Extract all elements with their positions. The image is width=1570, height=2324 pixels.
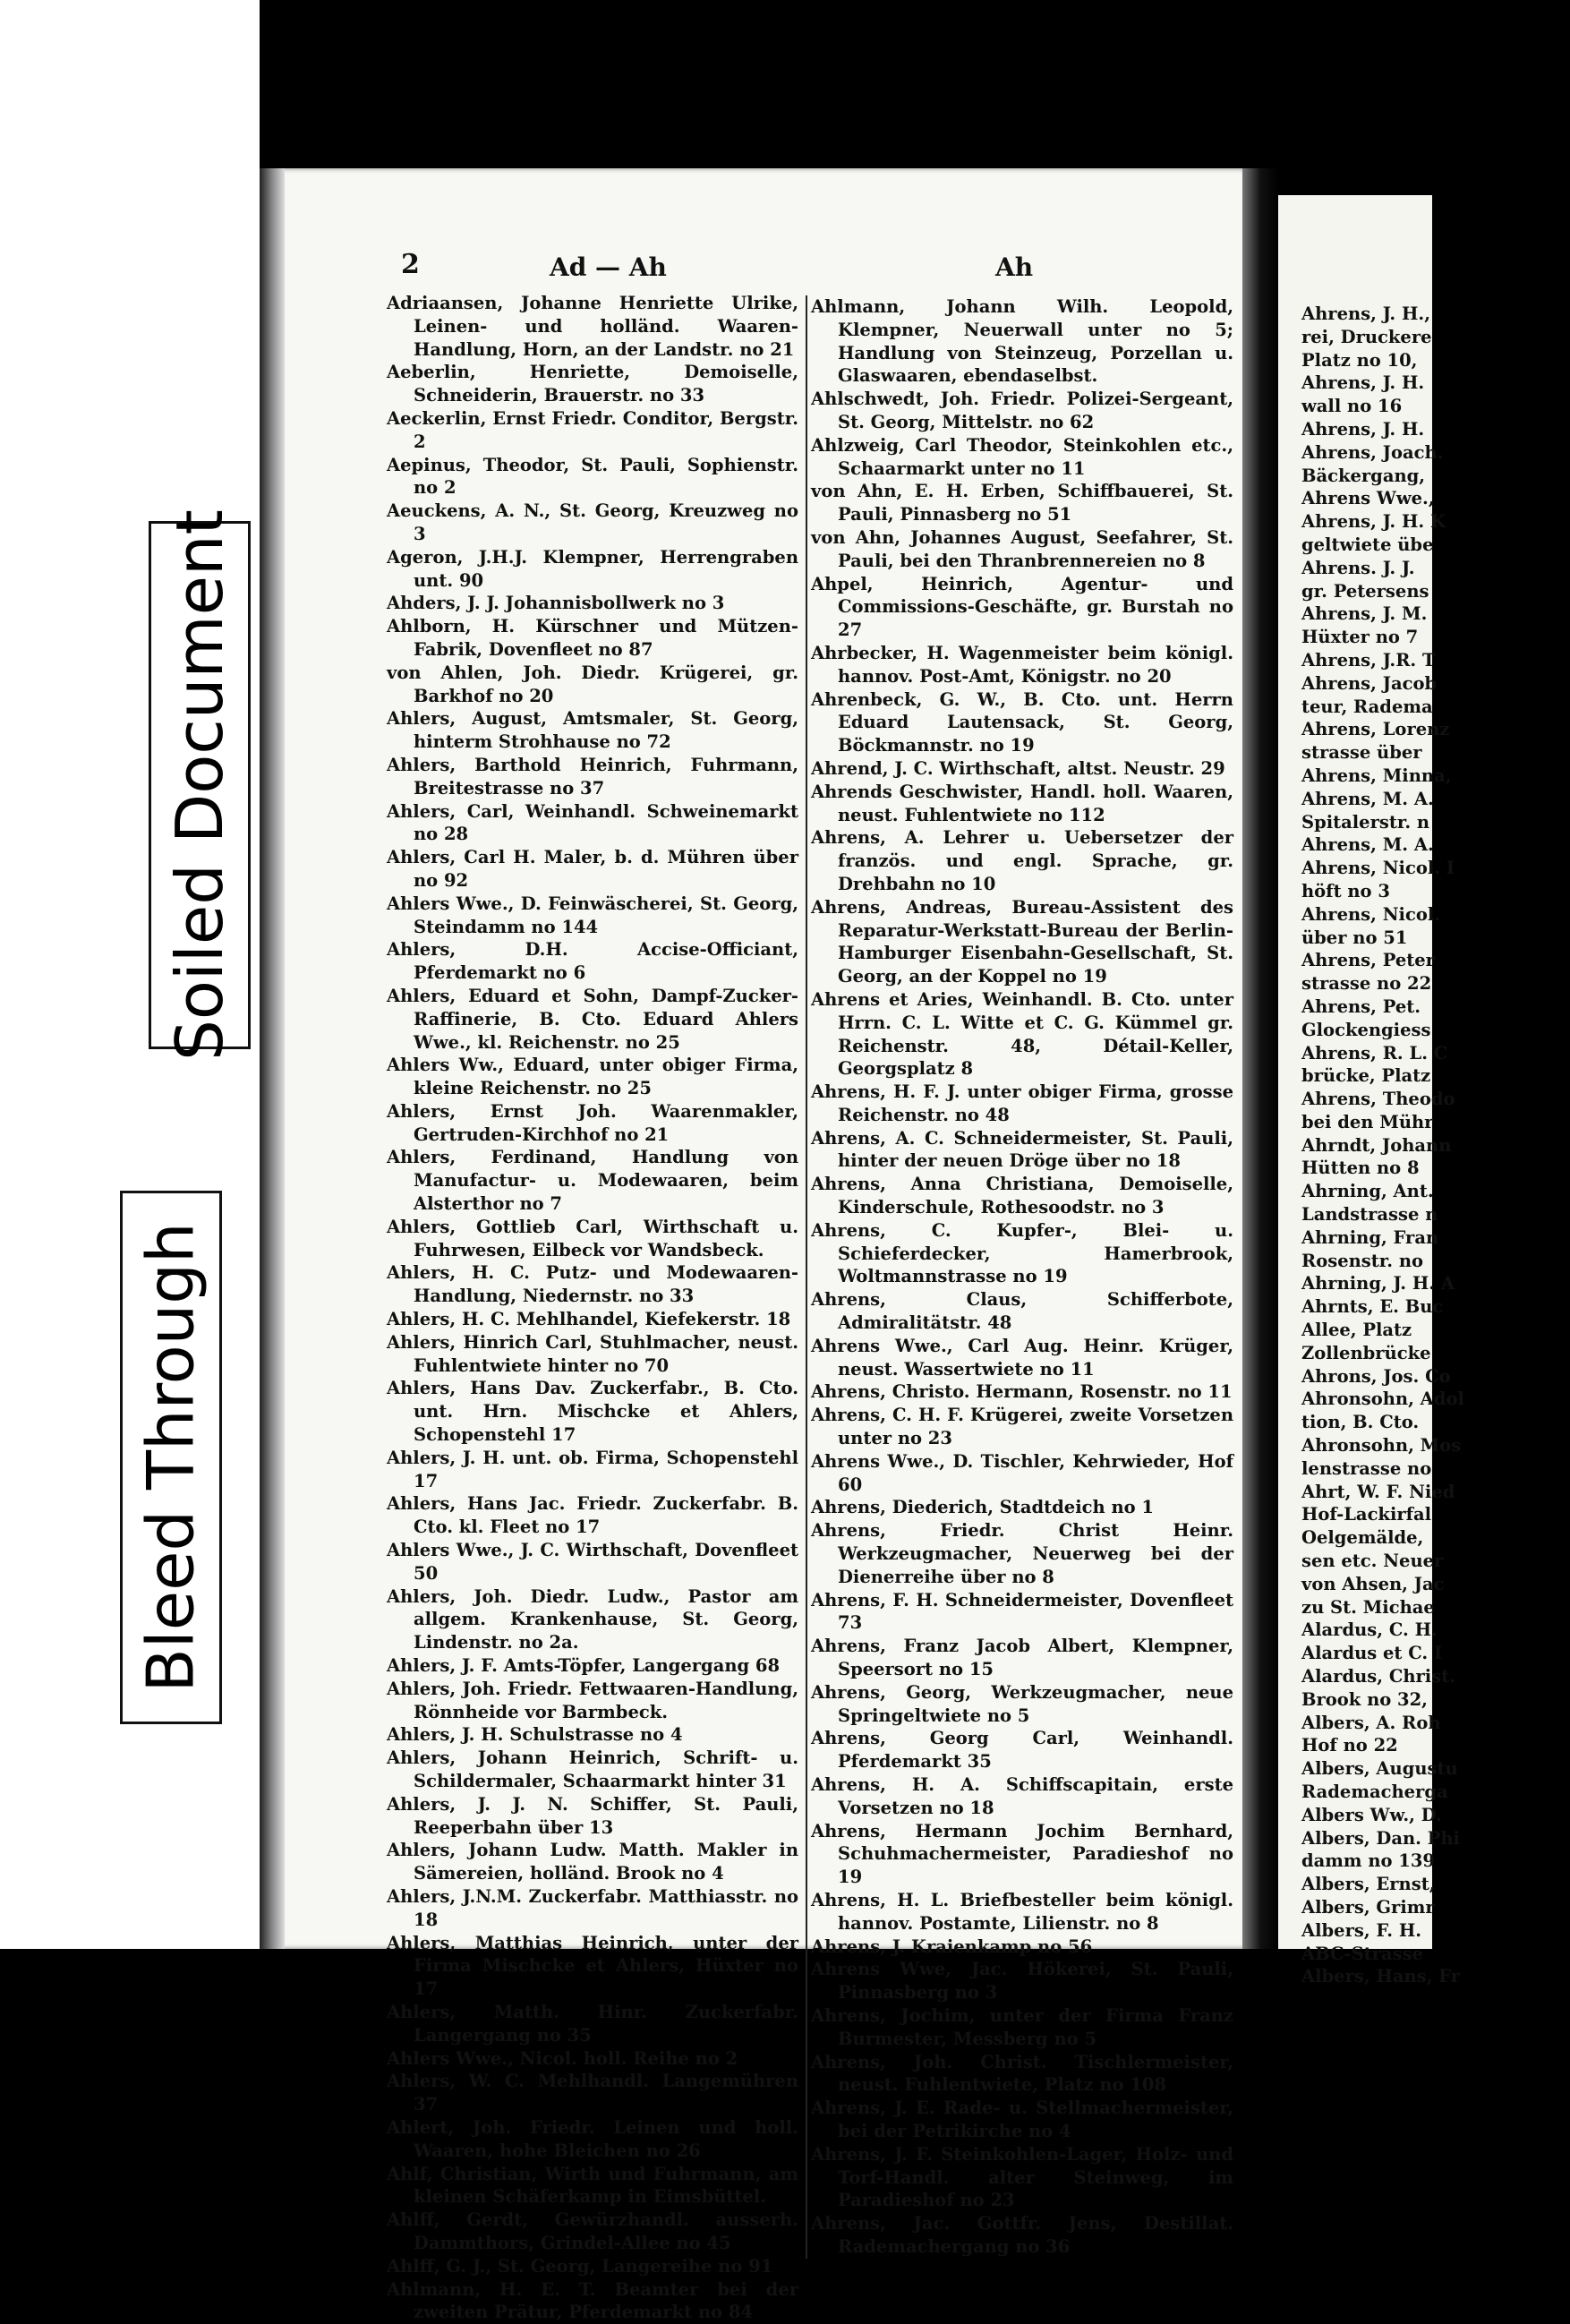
directory-entry: Ahrens, J.R. T [1301,649,1436,671]
directory-entry: Ahrens, Joach. [1301,441,1444,463]
directory-entry: Ahrens, Claus, Schifferbote, Admiralitätstr. 48 [811,1289,1233,1334]
directory-entry: Ahronsohn, Mos [1301,1435,1462,1457]
directory-entry: Platz no 10, [1301,349,1418,371]
directory-entry: wall no 16 [1301,396,1403,417]
directory-entry: Ahrenbeck, G. W., B. Cto. unt. Herrn Eduard Lautensack, St. Georg, Böckmannstr. no 19 [811,688,1233,756]
directory-entry: Ahrens, Hermann Jochim Bernhard, Schuhmachermeister, Paradieshof no 19 [811,1820,1233,1888]
directory-entry: Albers, A. Roh [1301,1712,1441,1733]
directory-entry: strasse no 22 [1301,973,1432,995]
directory-entry: Ahlmann, H. E. T. Beamter bei der zweiten Prätur, Pferdemarkt no 84 [387,2278,798,2323]
directory-entry: von Ahn, Johannes August, Seefahrer, St. Pauli, bei den Thranbrennereien no 8 [811,526,1233,571]
directory-entry: Adriaansen, Johanne Henriette Ulrike, Leinen- und holländ. Waaren-Handlung, Horn, an der Landstr. no 21 [387,293,798,360]
directory-entry: Ahpel, Heinrich, Agentur- und Commissions-Geschäfte, gr. Burstah no 27 [811,573,1233,641]
directory-entry: Ahrens Wwe., D. Tischler, Kehrwieder, Hof 60 [811,1450,1233,1495]
directory-entry: Allee, Platz [1301,1320,1412,1341]
directory-entry: Ahrens, Minna, [1301,765,1452,786]
book-spine [260,168,285,1949]
directory-entry: Aeberlin, Henriette, Demoiselle, Schneiderin, Brauerstr. no 33 [387,362,798,406]
directory-entry: sen etc. Neuer [1301,1551,1444,1572]
directory-entry: Ahlert, Joh. Friedr. Leinen und holl. Waaren, hohe Bleichen no 26 [387,2116,798,2161]
directory-entry: Ahrens, A. C. Schneidermeister, St. Pauli, hinter der neuen Dröge über no 18 [811,1127,1233,1172]
directory-entry: Ahrndt, Johann [1301,1134,1452,1156]
directory-entry: Ahrens, Jacob [1301,672,1438,694]
directory-entry: Ahrens, J. E. Rade- u. Stellmachermeister, bei der Petrikirche no 4 [811,2098,1233,2141]
directory-entry: Ahlers, W. C. Mehlhandl. Langemühren 37 [387,2071,798,2115]
directory-entry: Ahrens, J. Kraienkamp no 56 [811,1935,1093,1957]
directory-entry: Ahlers, Matth. Hinr. Zuckerfabr. Langergang no 35 [387,2001,798,2046]
directory-entry: Ahlers, Ferdinand, Handlung von Manufactur- u. Modewaaren, beim Alsterthor no 7 [387,1147,798,1215]
page-gutter [1242,168,1278,1949]
directory-entry: Glockengiess [1301,1019,1431,1040]
directory-entry: Aeckerlin, Ernst Friedr. Conditor, Bergstr. 2 [387,407,798,452]
directory-entry: strasse über [1301,742,1422,764]
directory-entry: Bäckergang, [1301,465,1426,486]
directory-entry: Ahrning, Fran [1301,1226,1439,1248]
directory-entry: Ahrens, J. H. [1301,418,1425,440]
directory-entry: Ahlers, Joh. Diedr. Ludw., Pastor am allgem. Krankenhause, St. Georg, Lindenstr. no 2a. [387,1585,798,1653]
soiled-document-label [149,509,251,1061]
directory-entry: Ahrens, Andreas, Bureau-Assistent des Reparatur-Werkstatt-Bureau der Berlin-Hamburger Eisenbahn-Gesellschaft, St. Georg, an der Koppel no 19 [811,896,1233,987]
directory-entry: Ahlers, Carl, Weinhandl. Schweinemarkt no 28 [387,800,798,845]
directory-entry: Ahrt, W. F. Nied [1301,1481,1455,1502]
directory-entry: Ahrens, Franz Jacob Albert, Klempner, Speersort no 15 [811,1636,1233,1680]
directory-entry: rei, Druckere [1301,326,1432,347]
directory-entry: zu St. Michae [1301,1596,1435,1618]
directory-entry: Ahrens, Jochim, unter der Firma Franz Burmester, Messberg no 5 [811,2004,1233,2049]
directory-entry: Ahrens, Pet. [1301,995,1421,1017]
directory-entry: Ahrens, J. M. [1301,603,1428,625]
header-left: Ad — Ah [550,252,667,282]
directory-entry: Ahlschwedt, Joh. Friedr. Polizei-Sergeant, St. Georg, Mittelstr. no 62 [811,389,1233,432]
directory-entry: Ahrens, Anna Christiana, Demoiselle, Kinderschule, Rothesoodstr. no 3 [811,1174,1233,1218]
directory-entry: Ahlff, G. J., St. Georg, Langereihe no 91 [387,2255,773,2277]
directory-entry: Ahlers, Joh. Friedr. Fettwaaren-Handlung, Rönnheide vor Barmbeck. [387,1678,798,1722]
directory-entry: von Ahlen, Joh. Diedr. Krügerei, gr. Barkhof no 20 [387,662,798,706]
directory-entry: Ahrons, Jos. Co [1301,1365,1451,1387]
directory-entry: Ahlzweig, Carl Theodor, Steinkohlen etc., Schaarmarkt unter no 11 [811,434,1233,479]
directory-entry: Ahrens Wwe, Jac. Hökerei, St. Pauli, Pinnasberg no 3 [811,1959,1233,2004]
directory-entry: Ahlers, J. H. Schulstrasse no 4 [387,1724,683,1746]
directory-entry: Ahlers, Johann Ludw. Matth. Makler in Sämereien, holländ. Brook no 4 [387,1840,798,1884]
directory-entry: Ahlers, Ernst Joh. Waarenmakler, Gertruden-Kirchhof no 21 [387,1100,798,1145]
directory-entry: Ahronsohn, Adol [1301,1388,1464,1410]
directory-entry: Hof no 22 [1301,1735,1398,1756]
directory-entry: Ahlers, J.N.M. Zuckerfabr. Matthiasstr. no 18 [387,1885,798,1930]
directory-entry: Ahlff, Gerdt, Gewürzhandl. ausserh. Dammthors, Grindel-Allee no 45 [387,2209,798,2253]
directory-entry: Ahlers, J. F. Amts-Töpfer, Langergang 68 [387,1655,781,1677]
directory-entry: gr. Petersens [1301,580,1429,602]
directory-entry: Ahrens, M. A. [1301,834,1434,856]
directory-entry: Brook no 32, [1301,1688,1428,1710]
directory-entry: Ahrens, M. A. [1301,788,1434,809]
directory-entry: Ahlborn, H. Kürschner und Mützen-Fabrik, Dovenfleet no 87 [387,616,798,660]
directory-entry: Rosenstr. no [1301,1250,1424,1271]
directory-entry: Spitalerstr. n [1301,811,1430,833]
directory-entry: geltwiete übe [1301,534,1434,555]
directory-entry: Ahrens, H. F. J. unter obiger Firma, grosse Reichenstr. no 48 [811,1081,1233,1125]
directory-entry: Ahlers Ww., Eduard, unter obiger Firma, kleine Reichenstr. no 25 [387,1055,798,1099]
directory-entry: höft no 3 [1301,880,1390,901]
directory-entry: lenstrasse no [1301,1457,1432,1479]
directory-entry: Ahrens, Christo. Hermann, Rosenstr. no 11 [811,1381,1233,1403]
directory-entry: Ahlers Wwe., J. C. Wirthschaft, Dovenfleet 50 [387,1540,798,1584]
directory-entry: Ahrens, C. H. F. Krügerei, zweite Vorsetzen unter no 23 [811,1405,1233,1449]
directory-entry: Ahrens, H. L. Briefbesteller beim königl. hannov. Postamte, Lilienstr. no 8 [811,1889,1233,1934]
directory-entry: Ahlers Wwe., D. Feinwäscherei, St. Georg, Steindamm no 144 [387,893,798,937]
directory-entry: von Ahsen, Jac [1301,1573,1445,1594]
directory-entry: Albers, Augustu [1301,1758,1458,1780]
directory-entry: Alardus, C. H. [1301,1619,1438,1641]
directory-entry: Ahlers, J. H. unt. ob. Firma, Schopenstehl 17 [387,1447,798,1491]
directory-entry: Ahlers, Matthias Heinrich, unter der Firma Mischcke et Ahlers, Hüxter no 17 [387,1932,798,2000]
directory-entry: Alardus et C. I [1301,1643,1443,1664]
directory-entry: Ahrens, J. F. Steinkohlen-Lager, Holz- und Torf-Handl. alter Steinweg, im Paradieshof no 23 [811,2143,1233,2211]
directory-entry: Ahrens, H. A. Schiffscapitain, erste Vorsetzen no 18 [811,1774,1233,1818]
column-2 [806,295,1233,2259]
directory-entry: Ahrens, Jac. Gottfr. Jens, Destillat. Rademachergang no 36 [811,2213,1233,2257]
bleed-through-label [120,1191,222,1724]
directory-entry: Ahrens, Georg, Werkzeugmacher, neue Springeltwiete no 5 [811,1681,1233,1726]
directory-entry: Albers, Grimr [1301,1896,1435,1918]
directory-entry: Ahrend, J. C. Wirthschaft, altst. Neustr. 29 [811,757,1225,779]
directory-entry: Ahrens, Theodo [1301,1089,1455,1110]
directory-entry: brücke, Platz [1301,1065,1431,1087]
directory-entry: Ahrning, J. H. A [1301,1273,1455,1294]
directory-entry: Hof-Lackirfal [1301,1504,1432,1525]
bleed-through-text: Bleed Through [133,1222,209,1693]
header-right: Ah [995,252,1034,282]
directory-entry: Ahrnts, E. Buc [1301,1296,1444,1318]
directory-entry: Ahlmann, Johann Wilh. Leopold, Klempner, Neuerwall unter no 5; Handlung von Steinzeug, Porzellan u. Glaswaaren, ebendaselbst. [811,296,1233,387]
directory-entry: Ahrens, R. L. C [1301,1042,1448,1064]
directory-entry: Albers, Dan. Phi [1301,1827,1460,1849]
directory-entry: Ahders, J. J. Johannisbollwerk no 3 [387,593,725,614]
directory-entry: über no 51 [1301,927,1408,948]
directory-entry: Ahrens, Friedr. Christ Heinr. Werkzeugmacher, Neuerweg bei der Dienerreihe über no 8 [811,1520,1233,1587]
directory-entry: Ahrens, C. Kupfer-, Blei- u. Schieferdecker, Hamerbrook, Woltmannstrasse no 19 [811,1219,1233,1287]
directory-entry: Ahlers, J. J. N. Schiffer, St. Pauli, Reeperbahn über 13 [387,1793,798,1838]
directory-entry: Ahrens, Lorenz [1301,719,1450,740]
directory-entry: Ahrens, Diederich, Stadtdeich no 1 [811,1497,1154,1518]
directory-entry: Ahrens, J. H., [1301,303,1431,324]
directory-entry: tion, B. Cto. [1301,1412,1420,1433]
directory-entry: Ahlers, August, Amtsmaler, St. Georg, hinterm Strohhause no 72 [387,708,798,753]
directory-entry: Ahlers, Hans Jac. Friedr. Zuckerfabr. B. Cto. kl. Fleet no 17 [387,1493,798,1538]
directory-entry: Ahrens, A. Lehrer u. Uebersetzer der französ. und engl. Sprache, gr. Drehbahn no 10 [811,827,1233,894]
page-number: 2 [401,249,420,280]
directory-entry: Ahlers, D.H. Accise-Officiant, Pferdemarkt no 6 [387,939,798,984]
directory-entry: ABC-Strasse [1301,1943,1423,1964]
directory-entry: Ahrens, Nicol. [1301,903,1441,925]
directory-entry: Ahrens, Nicol. I [1301,858,1455,879]
directory-entry: Ageron, J.H.J. Klempner, Herrengraben unt. 90 [387,546,798,591]
adjacent-page [1278,195,1464,1987]
directory-entry: Ahlers, Hans Dav. Zuckerfabr., B. Cto. unt. Hrn. Mischcke et Ahlers, Schopenstehl 17 [387,1378,798,1446]
directory-entry: Albers, Ernst, [1301,1874,1436,1895]
directory-entry: Albers, Hans, Fr [1301,1966,1460,1987]
directory-entry: Landstrasse n [1301,1204,1438,1226]
directory-entry: Aepinus, Theodor, St. Pauli, Sophienstr. no 2 [387,454,798,499]
directory-entry: Ahlers, H. C. Putz- und Modewaaren-Handlung, Niedernstr. no 33 [387,1262,798,1307]
directory-entry: Ahlers, Johann Heinrich, Schrift- u. Schildermaler, Schaarmarkt hinter 31 [387,1747,798,1791]
directory-entry: damm no 139 [1301,1850,1436,1872]
directory-entry: Ahlers, Barthold Heinrich, Fuhrmann, Breitestrasse no 37 [387,754,798,799]
directory-entry: Ahrens Wwe., [1301,488,1435,509]
directory-entry: Ahlers, Eduard et Sohn, Dampf-Zucker-Raffinerie, B. Cto. Eduard Ahlers Wwe., kl. Reichenstr. no 25 [387,985,798,1053]
directory-entry: Hüxter no 7 [1301,627,1419,648]
directory-entry: Zollenbrücke [1301,1342,1431,1363]
directory-entry: Hütten no 8 [1301,1158,1420,1179]
directory-entry: Ahrens. J. J. [1301,557,1415,578]
directory-entry: Albers, F. H. [1301,1919,1422,1941]
directory-entry: Ahrens, F. H. Schneidermeister, Dovenfleet 73 [811,1589,1233,1634]
directory-entry: Ahrens, Peter [1301,950,1435,971]
directory-entry: Ahrning, Ant. [1301,1181,1434,1202]
directory-entry: von Ahn, E. H. Erben, Schiffbauerei, St. Pauli, Pinnasberg no 51 [811,481,1233,525]
column-1 [387,292,798,2324]
column-3 [1301,303,1570,1988]
directory-entry: Ahlers, H. C. Mehlhandel, Kiefekerstr. 18 [387,1309,791,1330]
directory-entry: Albers Ww., D. [1301,1804,1442,1825]
directory-entry: Ahlers, Hinrich Carl, Stuhlmacher, neust. Fuhlentwiete hinter no 70 [387,1331,798,1376]
directory-entry: Alardus, Christ. [1301,1666,1455,1687]
directory-entry: Ahrens, Joh. Christ. Tischlermeister, neust. Fuhlentwiete, Platz no 108 [811,2051,1233,2096]
directory-entry: Rademachergа [1301,1781,1448,1802]
directory-entry: Ahrens, J. H. [1301,372,1425,394]
directory-entry: bei den Mühr [1301,1111,1434,1132]
directory-entry: Ahlf, Christian, Wirth und Fuhrmann, am kleinen Schäferkamp in Eimsbüttel. [387,2163,798,2208]
directory-entry: Ahlers Wwe., Nicol. holl. Reihe no 2 [387,2047,738,2069]
soiled-document-text: Soiled Document [162,509,237,1061]
directory-entry: Aeuckens, A. N., St. Georg, Kreuzweg no 3 [387,500,798,544]
directory-entry: Ahrens et Aries, Weinhandl. B. Cto. unter Hrrn. C. L. Witte et C. G. Kümmel gr. Reichenstr. 48, Détail-Keller, Georgsplatz 8 [811,988,1233,1080]
directory-entry: Ahrens, Georg Carl, Weinhandl. Pferdemarkt 35 [811,1728,1233,1773]
directory-entry: Ahrends Geschwister, Handl. holl. Waaren, neust. Fuhlentwiete no 112 [811,781,1233,825]
directory-entry: Ahrbecker, H. Wagenmeister beim königl. hannov. Post-Amt, Königstr. no 20 [811,642,1233,687]
directory-entry: Ahlers, Carl H. Maler, b. d. Mühren über no 92 [387,847,798,891]
directory-entry: Ahlers, Gottlieb Carl, Wirthschaft u. Fuhrwesen, Eilbeck vor Wandsbeck. [387,1216,798,1260]
directory-entry: Oelgemälde, [1301,1527,1424,1549]
directory-entry: Ahrens, J. H. K [1301,511,1446,533]
directory-entry: teur, Radema [1301,696,1433,717]
directory-entry: Ahrens Wwe., Carl Aug. Heinr. Krüger, neust. Wassertwiete no 11 [811,1335,1233,1380]
